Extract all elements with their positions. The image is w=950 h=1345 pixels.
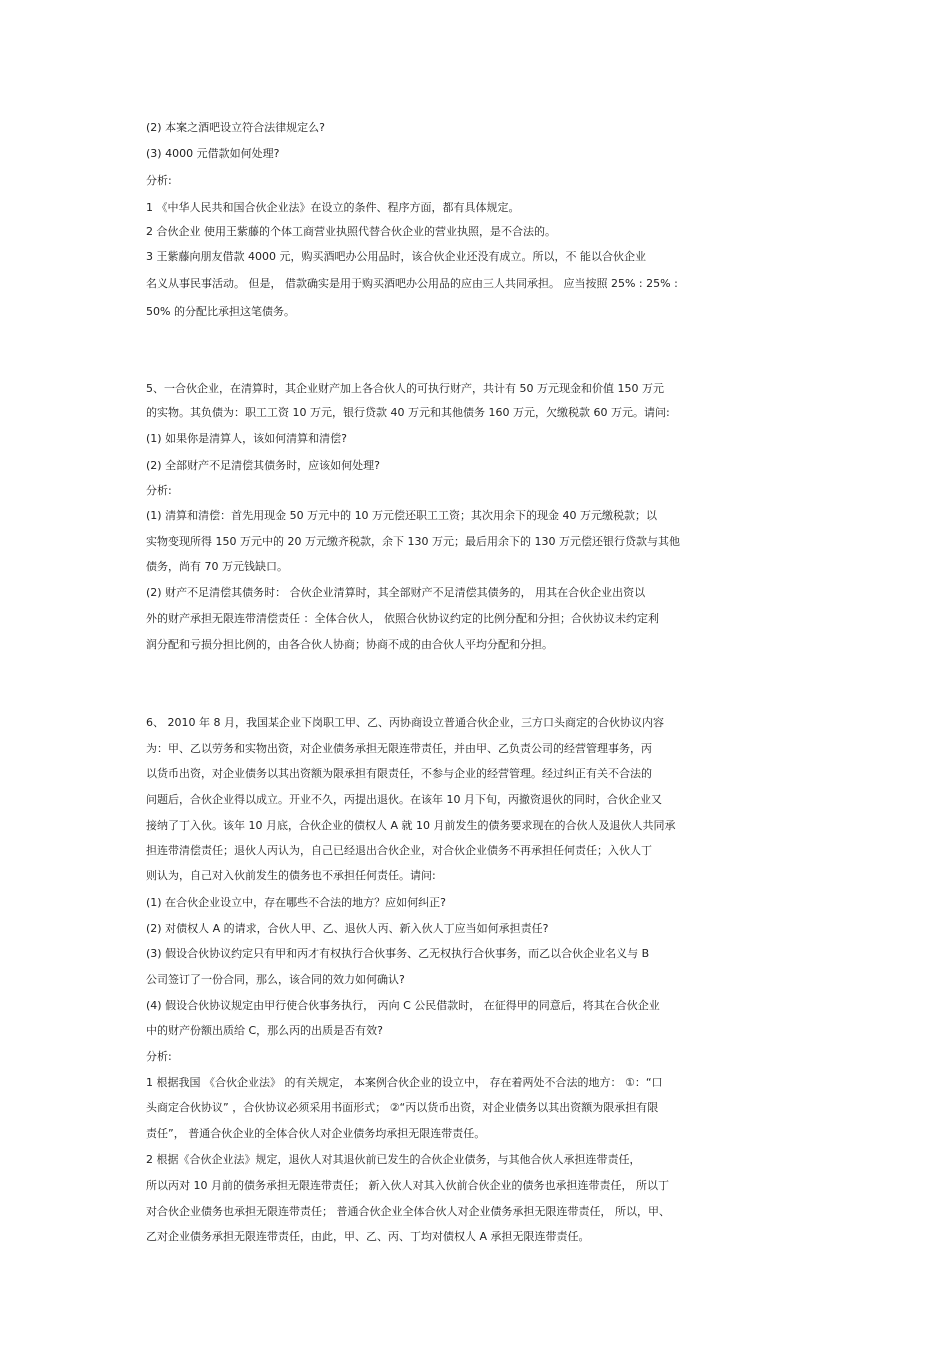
text-line: 的实物。其负债为：职工工资 10 万元，银行贷款 40 万元和其他债务 160 万元，欠缴税款 60 万元。请问: [146, 406, 670, 419]
text-line: 公司签订了一份合同，那么，该合同的效力如何确认? [146, 973, 405, 986]
text-line: (1) 清算和清偿：首先用现金 50 万元中的 10 万元偿还职工工资；其次用余下的现金 40 万元缴税款；以 [146, 509, 658, 522]
text-line: 债务，尚有 70 万元钱缺口。 [146, 560, 288, 573]
text-line: 润分配和亏损分担比例的，由各合伙人协商；协商不成的由合伙人平均分配和分担。 [146, 638, 553, 651]
text-line: 担连带清偿责任；退伙人丙认为，自己已经退出合伙企业，对合伙企业债务不再承担任何责任；入伙人丁 [146, 844, 652, 857]
text-line: 责任”， 普通合伙企业的全体合伙人对企业债务均承担无限连带责任。 [146, 1127, 486, 1140]
text-line: 分析: [146, 174, 172, 187]
text-line: (1) 在合伙企业设立中，存在哪些不合法的地方？应如何纠正? [146, 896, 446, 909]
text-line: (3) 4000 元借款如何处理? [146, 147, 280, 160]
text-line: 以货币出资，对企业债务以其出资额为限承担有限责任，不参与企业的经营管理。经过纠正有关不合法的 [146, 767, 652, 780]
text-line: (2) 全部财产不足清偿其债务时，应该如何处理? [146, 459, 380, 472]
text-line: 5、一合伙企业，在清算时，其企业财产加上各合伙人的可执行财产，共计有 50 万元现金和价值 150 万元 [146, 382, 664, 395]
text-line: 乙对企业债务承担无限连带责任，由此，甲、乙、丙、丁均对债权人 A 承担无限连带责任。 [146, 1230, 590, 1243]
text-line: 则认为，自己对入伙前发生的债务也不承担任何责任。请问: [146, 869, 436, 882]
text-line: 外的财产承担无限连带清偿责任 ：全体合伙人， 依照合伙协议约定的比例分配和分担；合伙协议未约定利 [146, 612, 659, 625]
text-line: 所以丙对 10 月前的债务承担无限连带责任； 新入伙人对其入伙前合伙企业的债务也承担连带责任， 所以丁 [146, 1179, 669, 1192]
text-line: 分析: [146, 1050, 172, 1063]
text-line: 接纳了丁入伙。该年 10 月底，合伙企业的债权人 A 就 10 月前发生的债务要求现在的合伙人及退伙人共同承 [146, 819, 676, 832]
text-line: 2 根据《合伙企业法》规定，退伙人对其退伙前已发生的合伙企业债务，与其他合伙人承担连带责任， [146, 1153, 641, 1166]
text-line: 实物变现所得 150 万元中的 20 万元缴齐税款，余下 130 万元；最后用余下的 130 万元偿还银行贷款与其他 [146, 535, 680, 548]
text-line: 中的财产份额出质给 C，那么丙的出质是否有效? [146, 1024, 384, 1037]
text-line: 分析: [146, 484, 172, 497]
text-line: 名义从事民事活动。 但是， 借款确实是用于购买酒吧办公用品的应由三人共同承担。 应当按照 25% : 25% : [146, 277, 678, 290]
text-line: (4) 假设合伙协议规定由甲行使合伙事务执行， 丙向 C 公民借款时， 在征得甲的同意后，将其在合伙企业 [146, 999, 660, 1012]
text-line: 问题后，合伙企业得以成立。开业不久，丙提出退伙。在该年 10 月下旬，丙撤资退伙的同时，合伙企业又 [146, 793, 662, 806]
text-line: (3) 假设合伙协议约定只有甲和丙才有权执行合伙事务、乙无权执行合伙事务，而乙以合伙企业名义与 B [146, 947, 650, 960]
text-line: (2) 本案之酒吧设立符合法律规定么? [146, 121, 325, 134]
text-line: 2 合伙企业 使用王紫藤的个体工商营业执照代替合伙企业的营业执照，是不合法的。 [146, 225, 556, 238]
text-line: 为：甲、乙以劳务和实物出资，对企业债务承担无限连带责任，并由甲、乙负责公司的经营管理事务，丙 [146, 742, 652, 755]
text-line: 1 《中华人民共和国合伙企业法》在设立的条件、程序方面，都有具体规定。 [146, 201, 520, 214]
text-line: 50% 的分配比承担这笔债务。 [146, 305, 295, 318]
text-line: 头商定合伙协议” ，合伙协议必须采用书面形式； ②“丙以货币出资，对企业债务以其出资额为限承担有限 [146, 1101, 659, 1114]
text-line: 1 根据我国 《合伙企业法》 的有关规定， 本案例合伙企业的设立中， 存在着两处不合法的地方： ①：“口 [146, 1076, 663, 1089]
text-line: 6、 2010 年 8 月，我国某企业下岗职工甲、乙、丙协商设立普通合伙企业，三方口头商定的合伙协议内容 [146, 716, 664, 729]
text-line: (1) 如果你是清算人，该如何清算和清偿? [146, 432, 347, 445]
text-line: 对合伙企业债务也承担无限连带责任； 普通合伙企业全体合伙人对企业债务承担无限连带责任， 所以，甲、 [146, 1205, 670, 1218]
text-line: 3 王紫藤向朋友借款 4000 元，购买酒吧办公用品时，该合伙企业还没有成立。所以，不 能以合伙企业 [146, 250, 646, 263]
text-line: (2) 财产不足清偿其债务时： 合伙企业清算时，其全部财产不足清偿其债务的， 用其在合伙企业出资以 [146, 586, 646, 599]
text-line: (2) 对债权人 A 的请求，合伙人甲、乙、退伙人丙、新入伙人丁应当如何承担责任? [146, 922, 549, 935]
